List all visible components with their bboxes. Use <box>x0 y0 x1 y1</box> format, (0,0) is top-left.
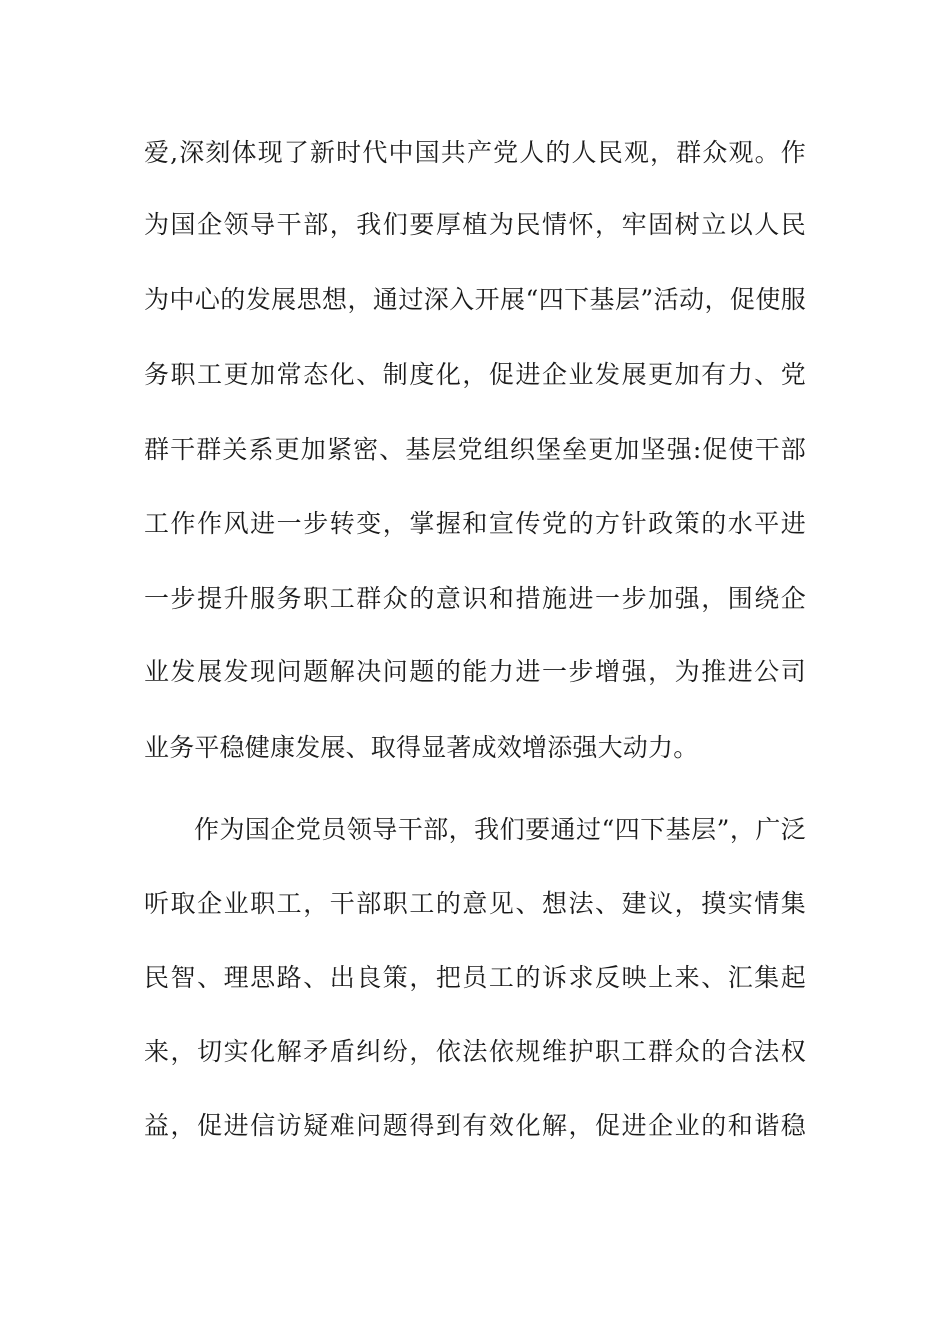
text-line: 工作作风进一步转变，掌握和宣传党的方针政策的水平进 <box>144 509 806 538</box>
text-line: 业务平稳健康发展、取得显著成效增添强大动力。 <box>144 733 699 762</box>
text-line: 爱,深刻体现了新时代中国共产党人的人民观，群众观。作 <box>144 138 806 167</box>
text-line: 益，促进信访疑难问题得到有效化解，促进企业的和谐稳 <box>144 1111 806 1140</box>
text-line: 听取企业职工，干部职工的意见、想法、建议，摸实情集 <box>144 889 806 918</box>
text-line: 务职工更加常态化、制度化，促进企业发展更加有力、党 <box>144 360 806 389</box>
text-line: 业发展发现问题解决问题的能力进一步增强，为推进公司 <box>144 657 806 686</box>
text-line: 作为国企党员领导干部，我们要通过“四下基层”，广泛 <box>194 815 806 844</box>
text-line: 为国企领导干部，我们要厚植为民情怀，牢固树立以人民 <box>144 210 806 239</box>
text-line: 一步提升服务职工群众的意识和措施进一步加强，围绕企 <box>144 584 806 613</box>
text-line: 来，切实化解矛盾纠纷，依法依规维护职工群众的合法权 <box>144 1037 806 1066</box>
text-line: 群干群关系更加紧密、基层党组织堡垒更加坚强:促使干部 <box>144 435 806 464</box>
text-line: 为中心的发展思想，通过深入开展“四下基层”活动，促使服 <box>144 285 806 314</box>
text-line: 民智、理思路、出良策，把员工的诉求反映上来、汇集起 <box>144 963 806 992</box>
